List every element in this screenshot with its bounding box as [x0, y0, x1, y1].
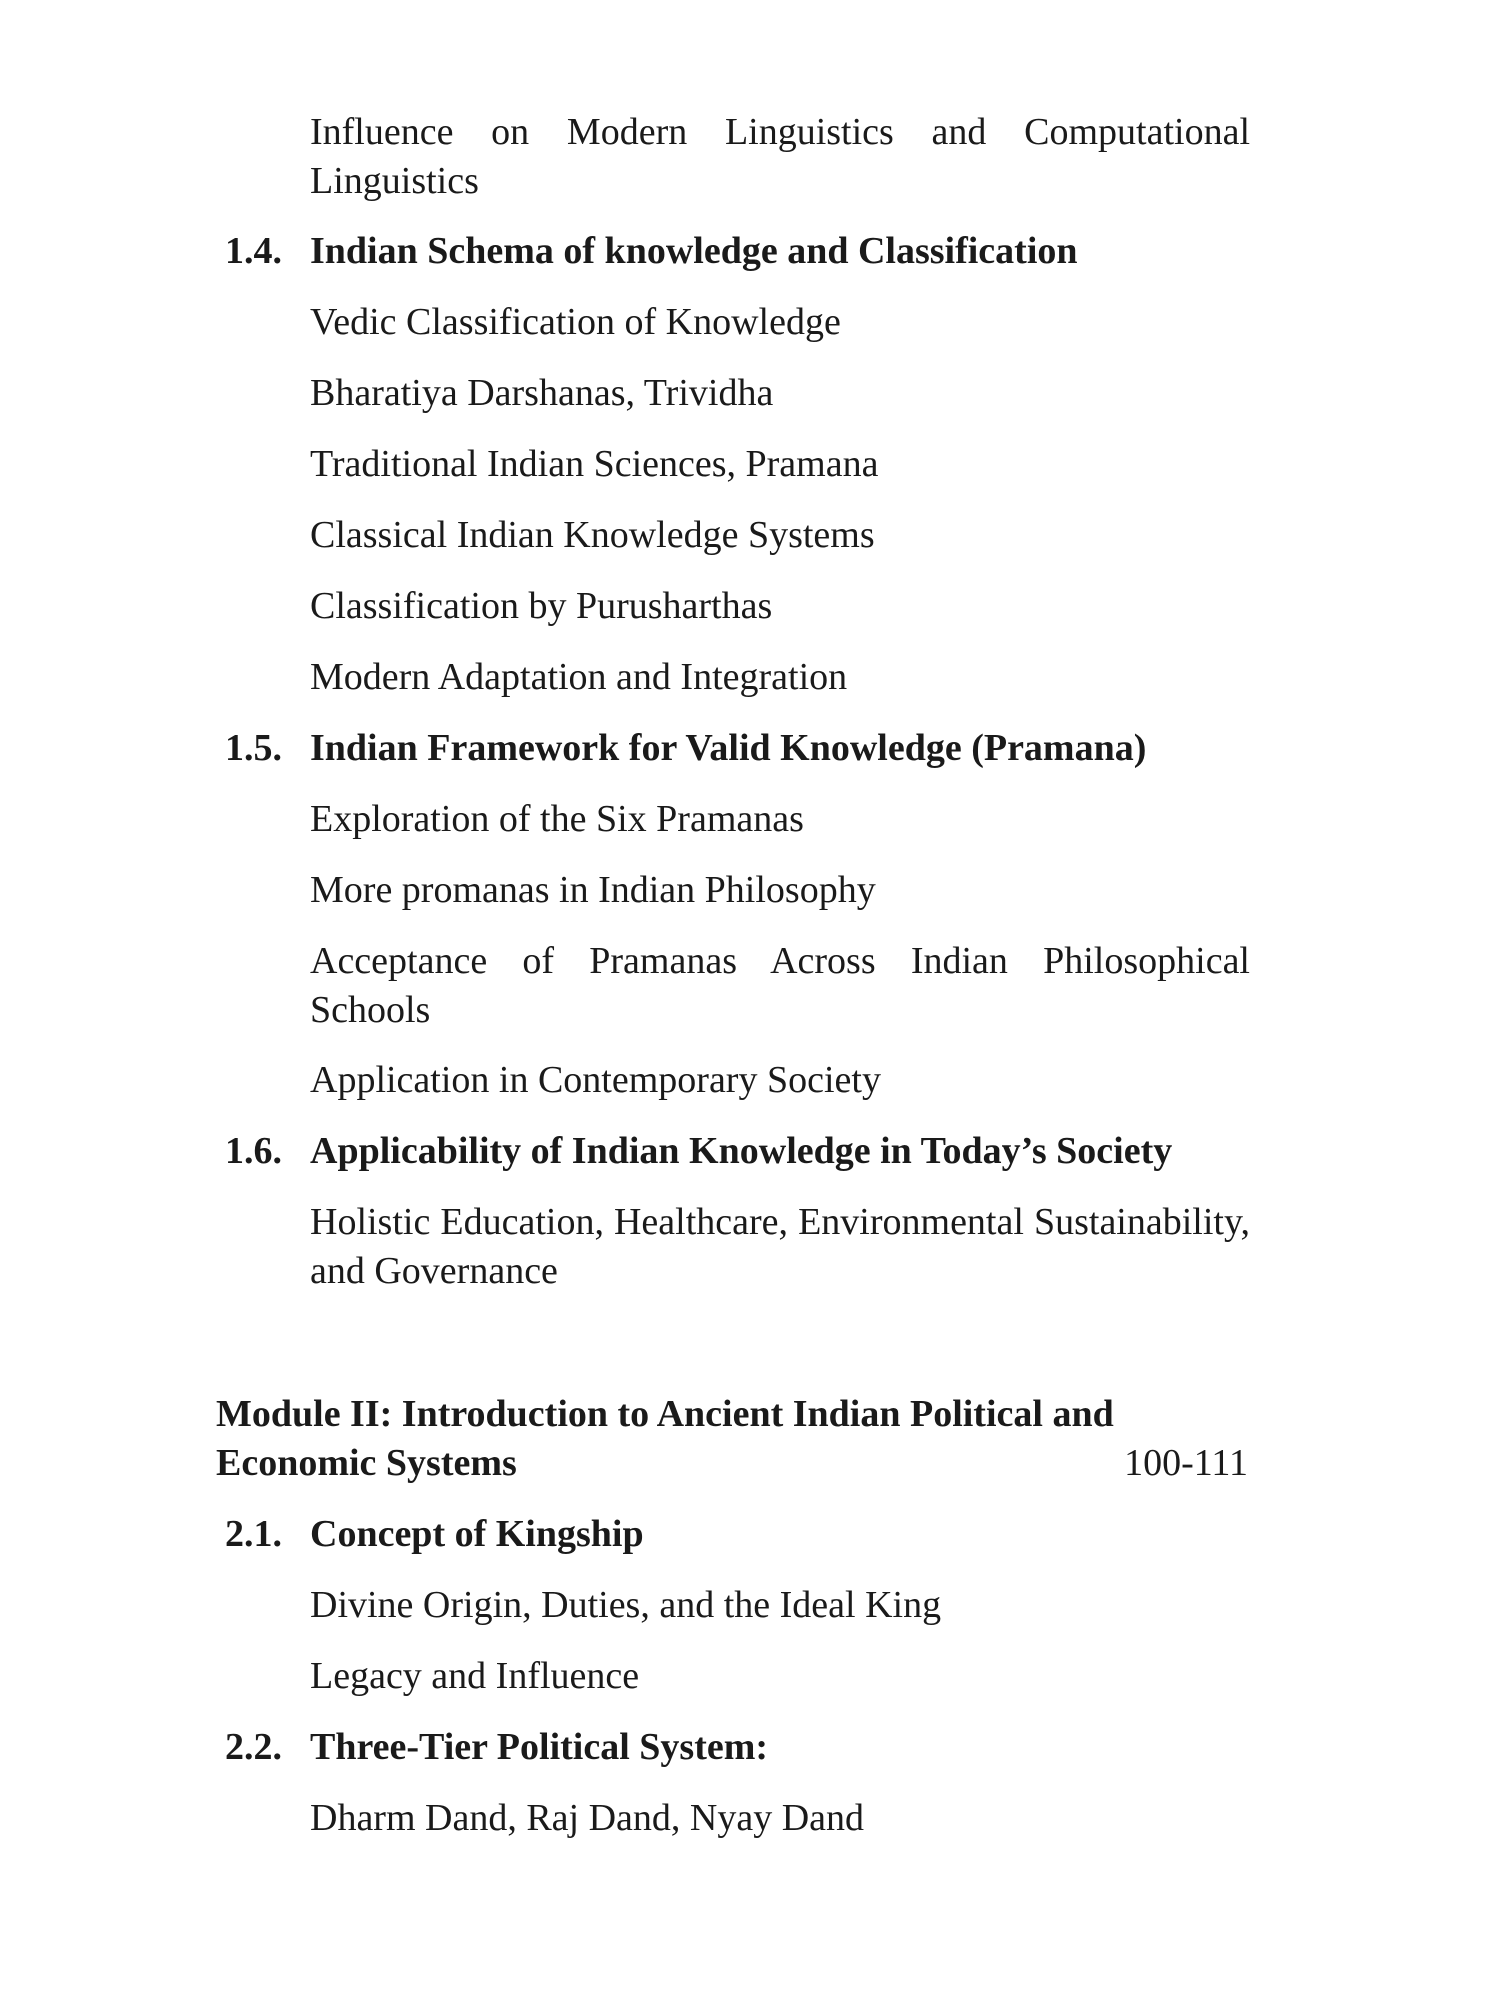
section-title: Three-Tier Political System:	[310, 1726, 769, 1768]
toc-item: Dharm Dand, Raj Dand, Nyay Dand	[310, 1797, 865, 1839]
toc-item: Traditional Indian Sciences, Pramana	[310, 443, 879, 485]
toc-item: Vedic Classification of Knowledge	[310, 301, 841, 343]
toc-item: Exploration of the Six Pramanas	[310, 798, 804, 840]
section-number: 2.2.	[225, 1726, 282, 1768]
section-2-1-heading	[225, 1510, 1255, 1559]
section-2-2-heading	[225, 1723, 1255, 1772]
toc-item: Legacy and Influence	[310, 1655, 640, 1697]
section-number: 1.6.	[225, 1130, 282, 1172]
toc-item: Application in Contemporary Society	[310, 1059, 881, 1101]
module-title-line2: Economic Systems	[216, 1442, 517, 1484]
section-title: Indian Schema of knowledge and Classification	[310, 230, 1078, 272]
section-1-4-heading	[225, 227, 1255, 276]
module-2-heading	[216, 1390, 1256, 1488]
section-title: Applicability of Indian Knowledge in Today’s Society	[310, 1130, 1173, 1172]
section-number: 1.5.	[225, 727, 282, 769]
toc-item: Bharatiya Darshanas, Trividha	[310, 372, 774, 414]
toc-item-modern-linguistics: Influence on Modern Linguistics and Computational Linguistics	[310, 111, 1250, 202]
toc-item: Classical Indian Knowledge Systems	[310, 514, 875, 556]
section-number: 1.4.	[225, 230, 282, 272]
toc-item: Holistic Education, Healthcare, Environmental Sustainability, and Governance	[310, 1201, 1250, 1292]
section-number: 2.1.	[225, 1513, 282, 1555]
toc-item: Modern Adaptation and Integration	[310, 656, 848, 698]
toc-item: More promanas in Indian Philosophy	[310, 869, 876, 911]
section-title: Indian Framework for Valid Knowledge (Pramana)	[310, 727, 1147, 769]
module-page-range: 100-111	[1124, 1442, 1248, 1484]
module-title-line1: Module II: Introduction to Ancient Indian Political and	[216, 1393, 1114, 1435]
section-1-6-heading	[225, 1127, 1255, 1176]
toc-item: Classification by Purusharthas	[310, 585, 773, 627]
toc-item: Acceptance of Pramanas Across Indian Philosophical Schools	[310, 940, 1250, 1031]
module-title-row	[216, 1439, 1256, 1488]
section-title: Concept of Kingship	[310, 1513, 644, 1555]
toc-item: Divine Origin, Duties, and the Ideal King	[310, 1584, 942, 1626]
section-1-5-heading	[225, 724, 1255, 773]
